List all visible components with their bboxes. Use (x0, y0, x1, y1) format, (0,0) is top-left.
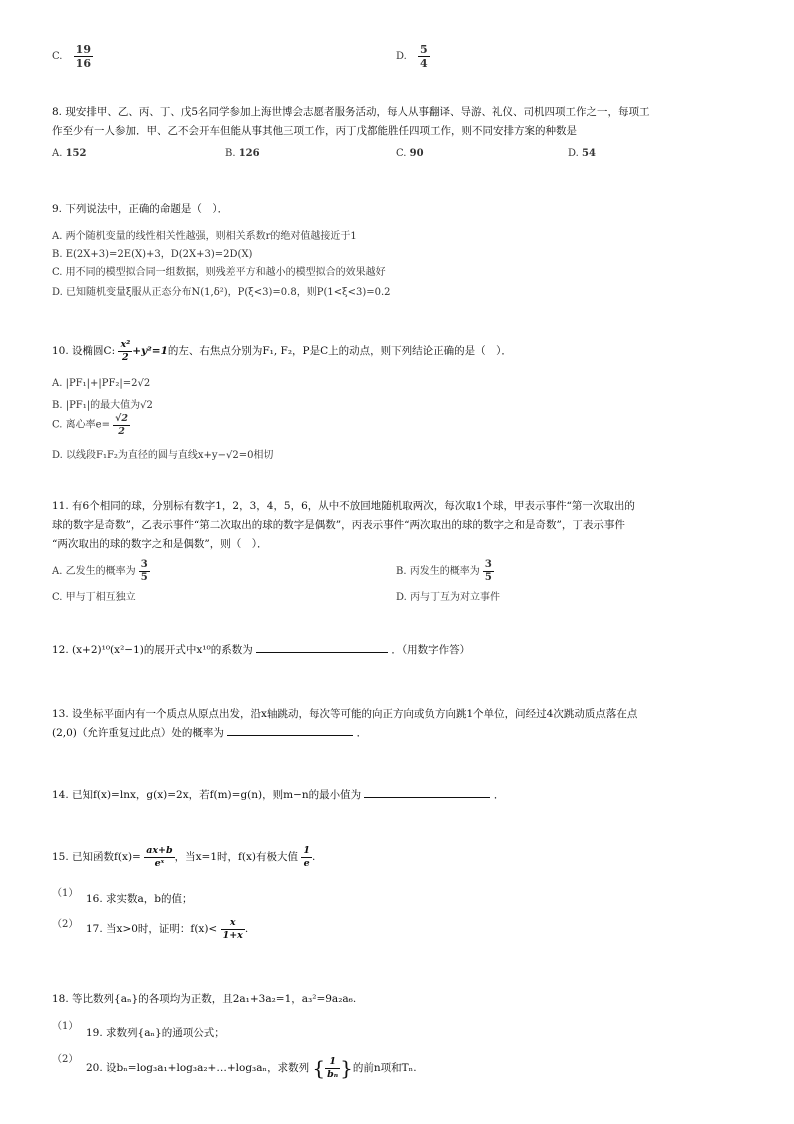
q11-option-a (52, 560, 150, 583)
q11-a-num: 3 (140, 559, 148, 570)
q7-d-num: 5 (420, 43, 428, 56)
q11-option-d: D. 丙与丁互为对立事件 (396, 592, 501, 603)
q11-line2: 球的数字是奇数”，乙表示事件“第二次取出的球的数字是偶数”，丙表示事件“两次取出的球的数字之和是奇数”，丁表示事件 (52, 519, 625, 531)
q15-stem (52, 846, 315, 868)
q10-frac-den: 2 (122, 351, 129, 363)
q15-val-den: e (303, 857, 310, 869)
q14-question (52, 787, 504, 802)
q15-frac-den: eˣ (154, 857, 165, 869)
q8-c-label: C. (396, 148, 407, 159)
q18-part1: 19. 求数列{aₙ}的通项公式； (86, 1027, 225, 1039)
q18-part2 (86, 1056, 417, 1080)
q11-b-text: B. 丙发生的概率为 (396, 566, 480, 577)
q15-part2-tag: （2） (52, 919, 79, 930)
q14-pre: 14. 已知f(x)=lnx，g(x)=2x，若f(m)=g(n)，则m−n的最小值为 (52, 789, 362, 801)
q11-b-den: 5 (484, 572, 492, 583)
q8-d-label: D. (568, 148, 579, 159)
q11-a-text: A. 乙发生的概率为 (52, 566, 136, 577)
q18-left-brace: { (312, 1056, 326, 1080)
q18-part2-num: 1 (325, 1057, 340, 1069)
q14-answer-blank[interactable] (364, 797, 490, 798)
q10-c-pre: C. 离心率e= (52, 419, 110, 431)
q9-option-c: C. 用不同的模型拟合同一组数据，则残差平方和越小的模型拟合的效果越好 (52, 267, 386, 278)
q10-c-den: 2 (118, 425, 125, 437)
q12-answer-blank[interactable] (256, 652, 388, 653)
q18-part1-tag: （1） (52, 1021, 79, 1032)
q18-part2-post: 的前n项和Tₙ. (352, 1062, 417, 1074)
q11-b-fraction (483, 560, 494, 583)
q15-function-fraction (144, 846, 174, 868)
q14-post: ． (493, 789, 505, 801)
q15-stem-post: . (311, 851, 316, 863)
q18-part2-tag: （2） (52, 1054, 79, 1065)
q10-option-d: D. 以线段F₁F₂为直径的圆与直线x+y−√2=0相切 (52, 450, 274, 461)
q12-pre: 12. (x+2)¹⁰(x²−1)的展开式中x¹⁰的系数为 (52, 644, 253, 656)
q7-d-den: 4 (420, 57, 428, 70)
q18-stem: 18. 等比数列{aₙ}的各项均为正数，且2a₁+3a₂=1，a₃²=9a₂a₆. (52, 993, 357, 1005)
q11-a-den: 5 (140, 572, 148, 583)
q15-part1-tag: （1） (52, 888, 79, 899)
q15-stem-pre: 15. 已知函数f(x)= (52, 851, 141, 863)
q15-part2-den: 1+x (222, 929, 243, 941)
q10-ellipse-fraction (118, 340, 132, 362)
q13-answer-blank[interactable] (227, 735, 353, 736)
q11-b-num: 3 (484, 559, 492, 570)
q9-option-d: D. 已知随机变量ξ服从正态分布N(1,δ²)，P(ξ<3)=0.8，则P(1<ξ<3)=0.2 (52, 287, 391, 298)
q7-c-num: 19 (75, 43, 91, 56)
q13-line2-text: (2,0)（允许重复过此点）处的概率为 (52, 727, 224, 739)
q13-post: ． (356, 727, 368, 739)
q8-option-d (568, 148, 596, 159)
q11-line3: “两次取出的球的数字之和是偶数”，则（ ）． (52, 538, 268, 550)
q8-line2: 作至少有一人参加．甲、乙不会开车但能从事其他三项工作，丙丁戊都能胜任四项工作，则不同安排方案的种数是 (52, 125, 577, 137)
q9-option-b: B. E(2X+3)=2E(X)+3，D(2X+3)=2D(X) (52, 249, 253, 260)
q8-a-value: 152 (65, 148, 87, 159)
q9-option-a: A. 两个随机变量的线性相关性越强，则相关系数r的绝对值越接近于1 (52, 231, 357, 242)
q13-line1: 13. 设坐标平面内有一个质点从原点出发，沿x轴跳动，每次等可能的向正方向或负方向跳1个单位，问经过4次跳动质点落在点 (52, 708, 638, 720)
q12-post: ．（用数字作答） (391, 644, 471, 656)
q12-question (52, 642, 470, 657)
q15-part2-num: x (221, 918, 245, 930)
q10-stem-post: 的左、右焦点分别为F₁, F₂，P是C上的动点，则下列结论正确的是（ ）． (167, 345, 512, 357)
q13-line2 (52, 725, 367, 740)
q7-d-label: D. (396, 51, 407, 62)
q8-option-a (52, 148, 86, 159)
q10-c-fraction (113, 414, 130, 436)
q18-part2-pre: 20. 设bₙ=log₃a₁+log₃a₂+…+log₃aₙ，求数列 (86, 1062, 310, 1074)
q8-option-b (225, 148, 260, 159)
q7-c-den: 16 (75, 57, 91, 70)
q7-c-label: C. (52, 51, 63, 62)
q11-a-fraction (139, 560, 150, 583)
q11-option-b (396, 560, 494, 583)
q15-frac-num: ax+b (146, 845, 173, 856)
q10-frac-num: x² (120, 339, 131, 350)
q15-val-num: 1 (303, 845, 310, 856)
q7-option-c (52, 44, 93, 69)
q7-d-fraction (418, 44, 430, 69)
q8-line1: 8. 现安排甲、乙、丙、丁、戊5名同学参加上海世博会志愿者服务活动，每人从事翻译、导游、礼仪、司机四项工作之一，每项工 (52, 106, 650, 118)
q10-stem-pre: 10. 设椭圆C: (52, 345, 116, 357)
q8-option-c (396, 148, 424, 159)
q18-part2-den: bₙ (327, 1068, 339, 1080)
q15-stem-mid: ，当x=1时，f(x)有极大值 (174, 851, 299, 863)
q15-part2-pre: 17. 当x>0时，证明：f(x)< (86, 923, 218, 935)
q8-b-label: B. (225, 148, 236, 159)
q18-part2-fraction (325, 1057, 340, 1079)
q15-part2 (86, 918, 248, 940)
q15-part2-post: . (244, 923, 249, 935)
q7-option-d (396, 44, 430, 69)
q18-right-brace: } (340, 1056, 353, 1080)
q15-max-fraction (301, 846, 312, 868)
q15-part1: 16. 求实数a，b的值； (86, 893, 193, 905)
q9-stem: 9. 下列说法中，正确的命题是（ ）． (52, 203, 229, 215)
q7-c-fraction (74, 44, 93, 69)
q10-option-c (52, 414, 130, 436)
q15-part2-fraction (221, 918, 245, 940)
q8-a-label: A. (52, 148, 63, 159)
q10-stem (52, 340, 512, 362)
q10-option-b: B. |PF₁|的最大值为√2 (52, 400, 153, 411)
q10-c-num: √2 (115, 413, 128, 424)
q10-option-a: A. |PF₁|+|PF₂|=2√2 (52, 378, 151, 389)
q11-option-c: C. 甲与丁相互独立 (52, 592, 136, 603)
q8-c-value: 90 (409, 148, 424, 159)
q8-d-value: 54 (582, 148, 596, 159)
q8-b-value: 126 (238, 148, 260, 159)
q10-ellipse-rest: +y²=1 (132, 345, 168, 357)
q11-line1: 11. 有6个相同的球，分别标有数字1，2，3，4，5，6，从中不放回地随机取两次，每次取1个球，甲表示事件“第一次取出的 (52, 500, 635, 512)
